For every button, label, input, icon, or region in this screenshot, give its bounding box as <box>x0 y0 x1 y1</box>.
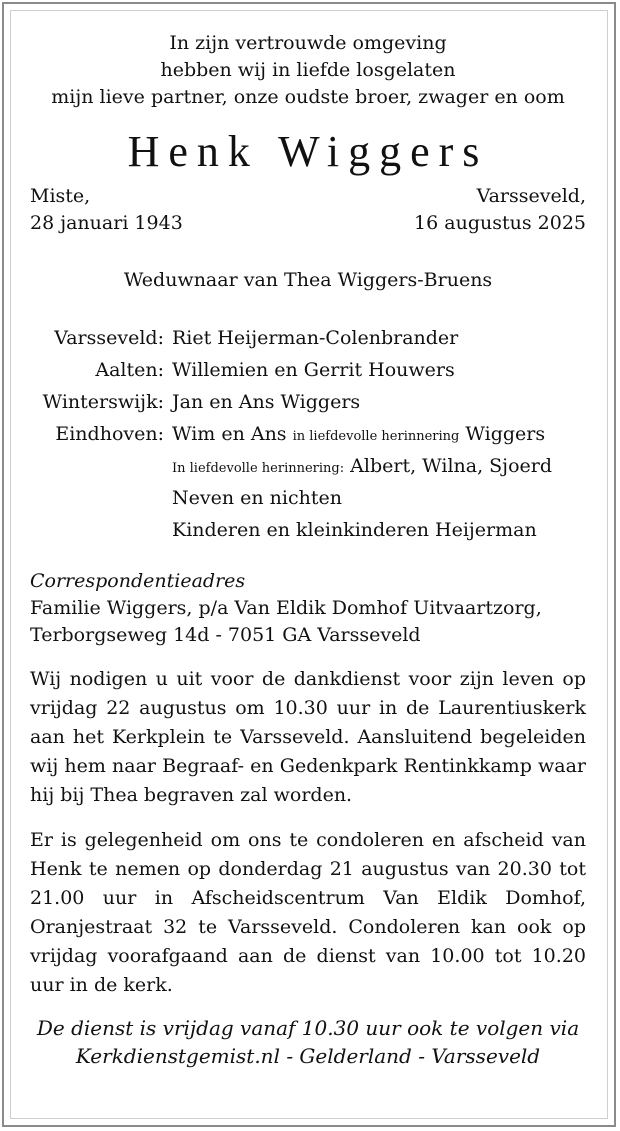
intro-text <box>30 30 586 111</box>
closing-line: Kerkdienstgemist.nl - Gelderland - Varsseveld <box>75 1044 541 1068</box>
widower-line: Weduwnaar van Thea Wiggers-Bruens <box>123 269 493 291</box>
relative-names-before: Wim en Ans <box>172 423 287 445</box>
death-place: Varsseveld, <box>476 185 586 207</box>
condolence-paragraph: Er is gelegenheid om ons te condoleren en afscheid van Henk te nemen op donderdag 21 augustus van 20.30 tot 21.00 uur in Afscheidscentrum Van Eldik Domhof, Oranjestraat 32 te Varsseveld. Condoleren kan ook op vrijdag voorafgaand aan de dienst van 10.00 tot 10.20 uur in de kerk. <box>30 829 586 996</box>
other-relatives-row <box>30 482 586 514</box>
memorial-names <box>172 450 586 482</box>
other-relatives: Neven en nichten <box>172 487 342 509</box>
empty-place <box>30 514 172 546</box>
relative-place: Aalten: <box>95 359 164 381</box>
memorial-label: In liefdevolle herinnering: <box>172 461 345 476</box>
memorial-row <box>30 450 586 482</box>
closing-line: De dienst is vrijdag vanaf 10.30 uur ook te volgen via <box>36 1016 580 1040</box>
relative-row <box>30 322 586 354</box>
birth-info <box>30 183 183 237</box>
relative-names <box>172 418 586 450</box>
service-paragraph: Wij nodigen u uit voor de dankdienst voor zijn leven op vrijdag 22 augustus om 10.30 uur in de Laurentiuskerk aan het Kerkplein te Varsseveld. Aansluitend begeleiden wij hem naar Begraaf- en Gedenkpark Rentinkkamp waar hij bij Thea begraven zal worden. <box>30 668 586 806</box>
relative-names-after: Wiggers <box>465 423 546 445</box>
intro-line: In zijn vertrouwde omgeving <box>169 32 447 54</box>
relative-names: Willemien en Gerrit Houwers <box>172 359 455 381</box>
relatives-list <box>30 322 586 546</box>
birth-place: Miste, <box>30 185 91 207</box>
closing-note <box>30 1014 586 1070</box>
relative-place: Eindhoven: <box>55 423 164 445</box>
other-relatives: Kinderen en kleinkinderen Heijerman <box>172 519 537 541</box>
relative-place: Varsseveld: <box>54 327 164 349</box>
relative-place: Winterswijk: <box>42 391 164 413</box>
empty-place <box>30 450 172 482</box>
relative-row <box>30 386 586 418</box>
correspondence-block <box>30 568 586 649</box>
memorial-list: Albert, Wilna, Sjoerd <box>350 455 553 477</box>
empty-place <box>30 482 172 514</box>
deceased-name: Henk Wiggers <box>127 127 489 176</box>
death-date: 16 augustus 2025 <box>414 212 586 234</box>
life-dates <box>30 183 586 237</box>
correspondence-line: Terborgseweg 14d - 7051 GA Varsseveld <box>30 624 421 646</box>
intro-line: mijn lieve partner, onze oudste broer, zwager en oom <box>51 86 565 108</box>
birth-date: 28 januari 1943 <box>30 212 183 234</box>
relative-row <box>30 418 586 450</box>
correspondence-label: Correspondentieadres <box>30 570 246 592</box>
death-info <box>414 183 586 237</box>
obituary-content <box>30 30 586 1070</box>
relative-names: Riet Heijerman-Colenbrander <box>172 327 459 349</box>
memorial-note: in liefdevolle herinnering <box>292 429 460 444</box>
relative-row <box>30 354 586 386</box>
correspondence-line: Familie Wiggers, p/a Van Eldik Domhof Uitvaartzorg, <box>30 597 542 619</box>
other-relatives-row <box>30 514 586 546</box>
relative-names: Jan en Ans Wiggers <box>172 391 361 413</box>
intro-line: hebben wij in liefde losgelaten <box>160 59 456 81</box>
